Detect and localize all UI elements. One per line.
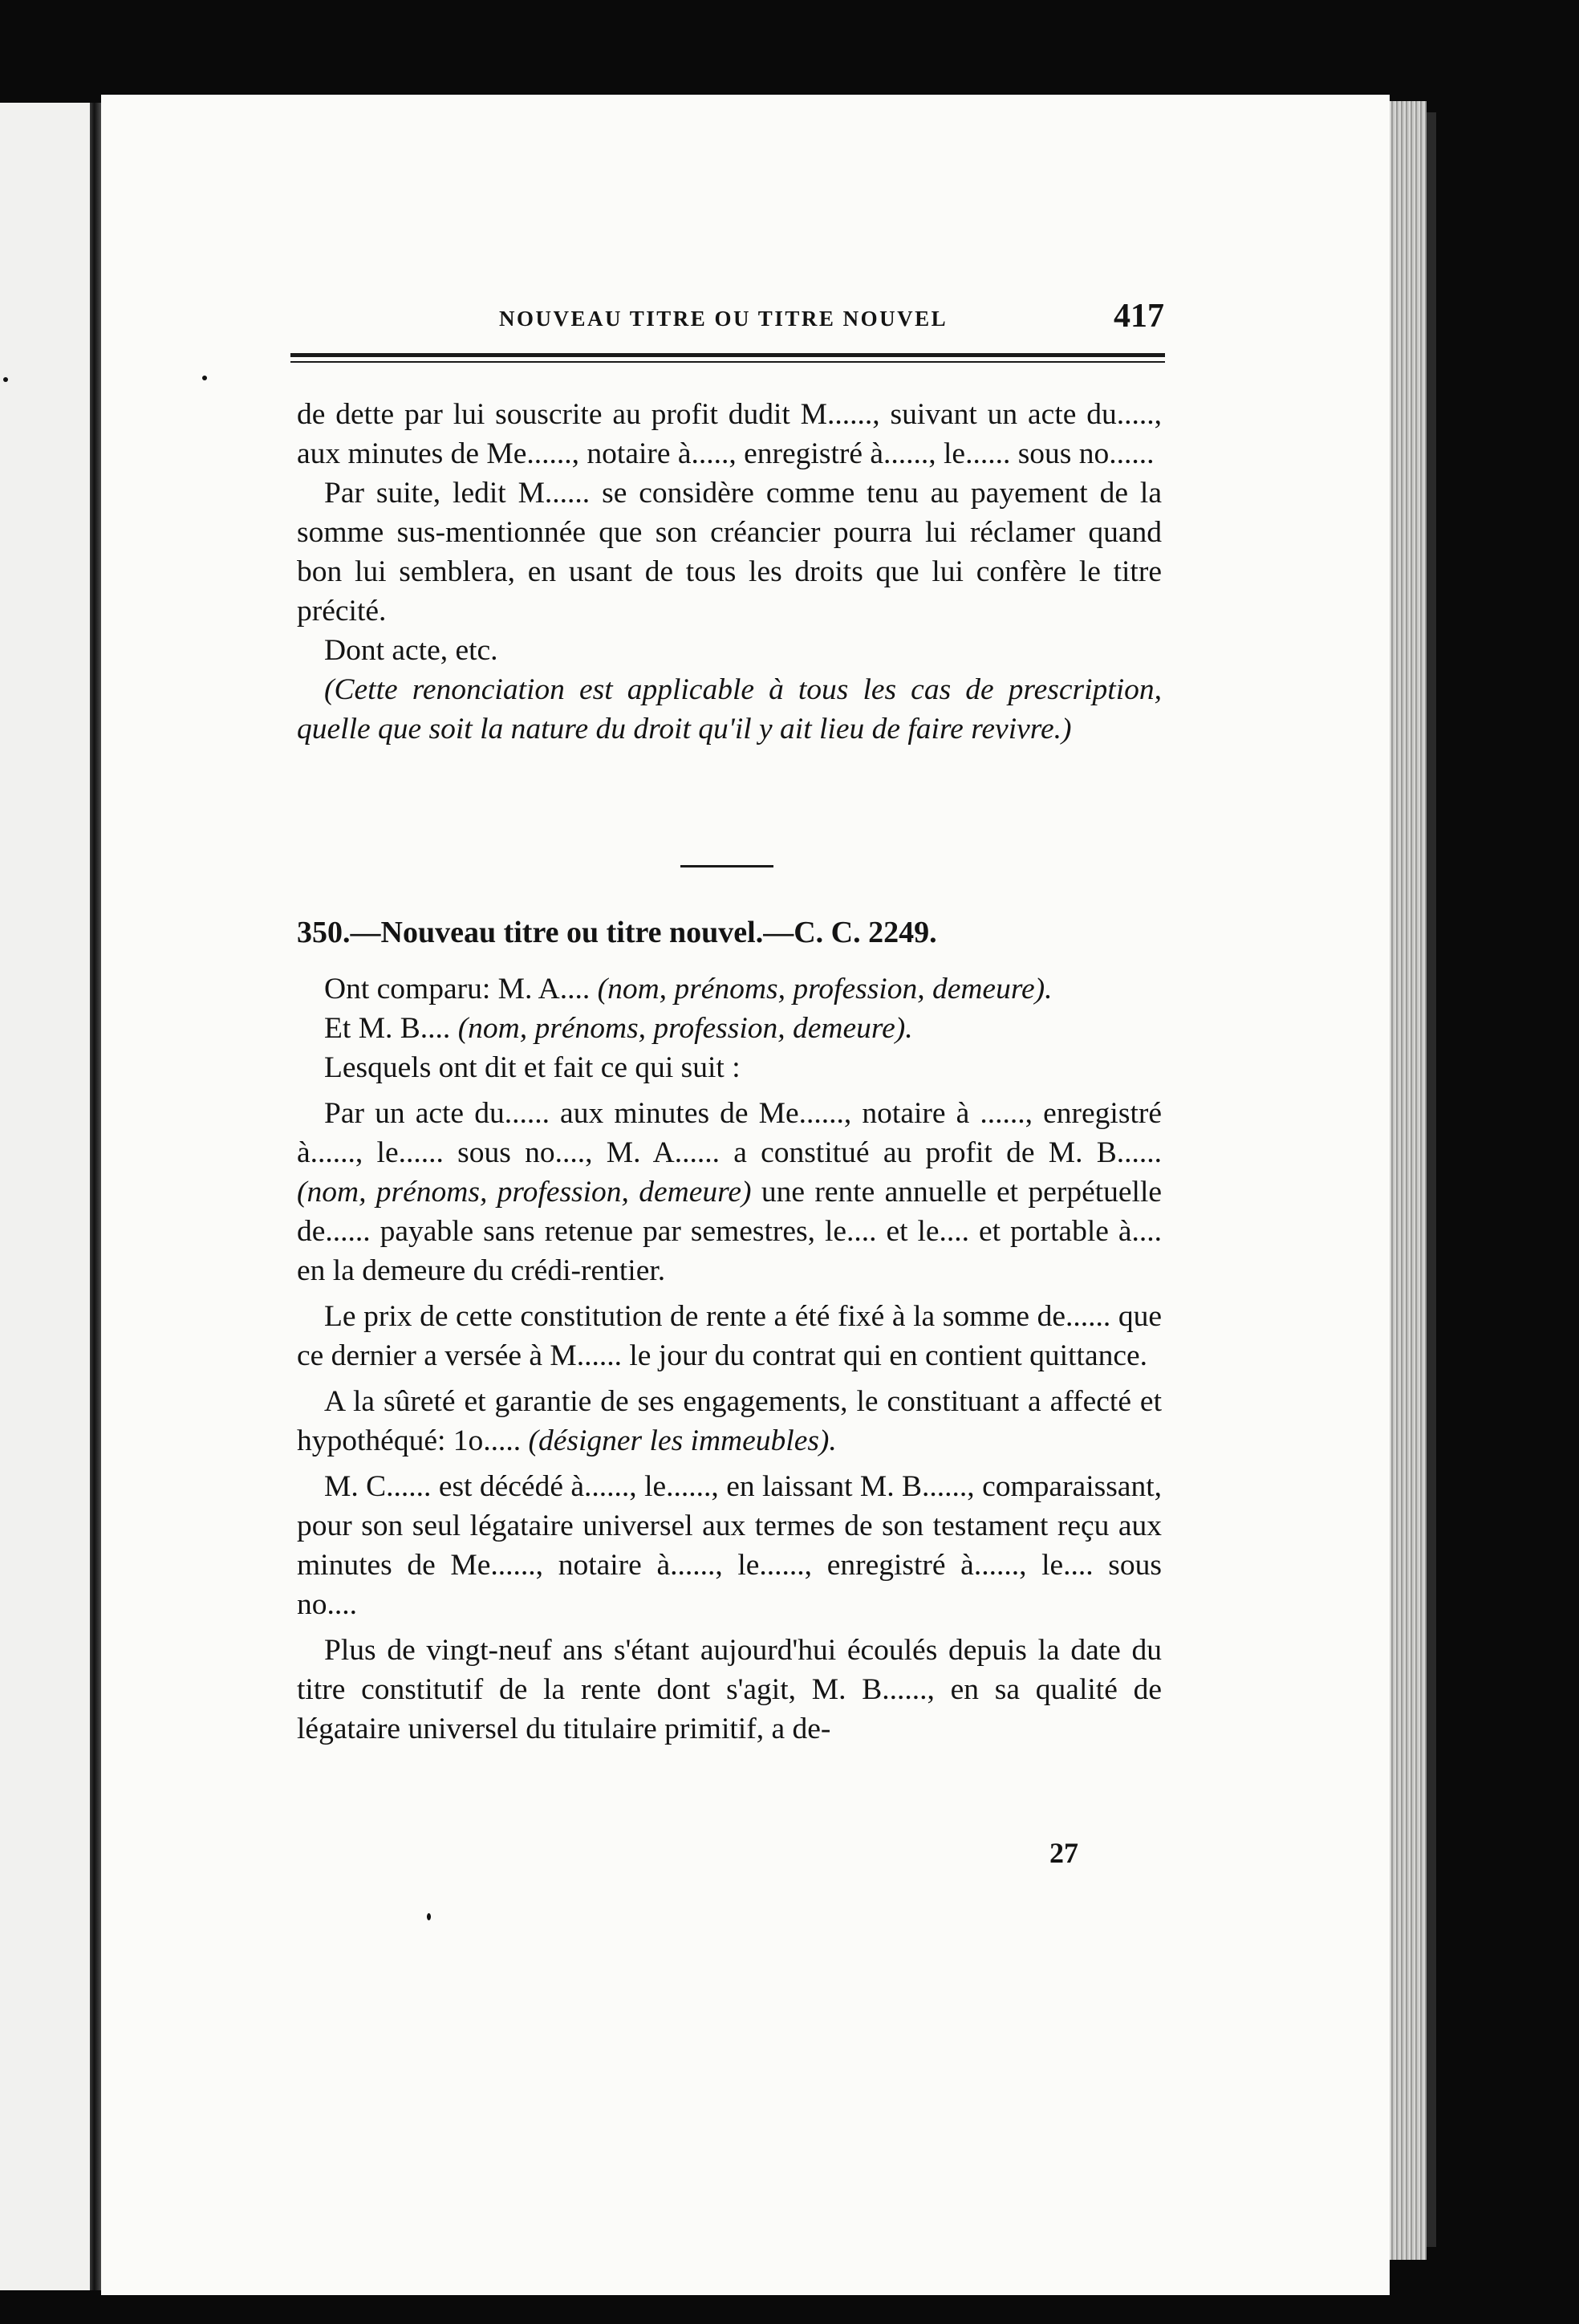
text-block-section-350	[297, 969, 1162, 1749]
page-edge-shadow	[1427, 112, 1436, 2247]
scan-speck	[3, 377, 8, 382]
note-text: (Cette renonciation est applicable à tous les cas de prescription, quelle que soit la nature du droit qu'il y ait lieu de faire revivre.)	[297, 673, 1162, 746]
section-separator	[680, 865, 773, 867]
italic-note	[297, 670, 1162, 749]
paragraph: Plus de vingt-neuf ans s'étant aujourd'hui écoulés depuis la date du titre constitutif de la rente dont s'agit, M. B......, en sa qualité de légataire universel du titulaire primitif, a de-	[297, 1634, 1162, 1745]
section-heading: 350.—Nouveau titre ou titre nouvel.—C. C. 2249.	[297, 916, 937, 949]
paragraph: Le prix de cette constitution de rente a été fixé à la somme de...... que ce dernier a versée à M...... le jour du contrat qui en contient quittance.	[297, 1300, 1162, 1372]
running-head: NOUVEAU TITRE OU TITRE NOUVEL	[499, 307, 948, 331]
italic-run: (nom, prénoms, profession, demeure)	[297, 1176, 752, 1209]
paragraph: Dont acte, etc.	[324, 634, 498, 667]
page-stack-edge	[1390, 101, 1427, 2260]
header-rule-thick	[290, 353, 1165, 357]
facing-page-edge	[0, 103, 95, 2290]
text-run: Ont comparu: M. A....	[324, 973, 598, 1006]
paragraph: de dette par lui souscrite au profit dudit M......, suivant un acte du....., aux minutes de Me......, notaire à....., enregistré à......, le...... sous no......	[297, 398, 1162, 470]
italic-run: (nom, prénoms, profession, demeure).	[597, 973, 1053, 1006]
scan-speck	[427, 1913, 431, 1920]
paragraph	[297, 1009, 1162, 1048]
paragraph: Par suite, ledit M...... se considère comme tenu au payement de la somme sus-mentionnée que son créancier pourra lui réclamer quand bon lui semblera, en usant de tous les droits que lui confère le titre précité.	[297, 477, 1162, 628]
italic-run: (nom, prénoms, profession, demeure).	[457, 1012, 913, 1045]
text-run: A la sûreté et garantie de ses engagements, le constituant a affecté et hypothéqué: 1o.....	[297, 1385, 1162, 1457]
page-number: 417	[1114, 298, 1164, 335]
paragraph	[297, 969, 1162, 1009]
paragraph	[297, 1094, 1162, 1290]
scan-speck	[202, 376, 207, 380]
italic-run: (désigner les immeubles).	[528, 1424, 837, 1457]
signature-mark: 27	[1049, 1837, 1078, 1869]
text-block-continuation	[297, 395, 1162, 749]
paragraph: Lesquels ont dit et fait ce qui suit :	[324, 1051, 741, 1084]
paragraph: M. C...... est décédé à......, le......, en laissant M. B......, comparaissant, pour son seul légataire universel aux termes de son testament reçu aux minutes de Me......, notaire à......, le......, enregistré à......, le.... sous no....	[297, 1470, 1162, 1621]
book-gutter	[90, 103, 101, 2290]
paragraph	[297, 1382, 1162, 1461]
header-rule-thin	[290, 361, 1165, 363]
text-run: Par un acte du...... aux minutes de Me......, notaire à ......, enregistré à......, le...... sous no...., M. A...... a constitué au profit de M. B......	[297, 1097, 1162, 1169]
text-run: une rente annuelle et perpétuelle de...... payable sans retenue par semestres, le.... et le.... et portable à.... en la demeure du crédi-rentier.	[297, 1176, 1163, 1287]
text-run: Et M. B....	[324, 1012, 458, 1045]
